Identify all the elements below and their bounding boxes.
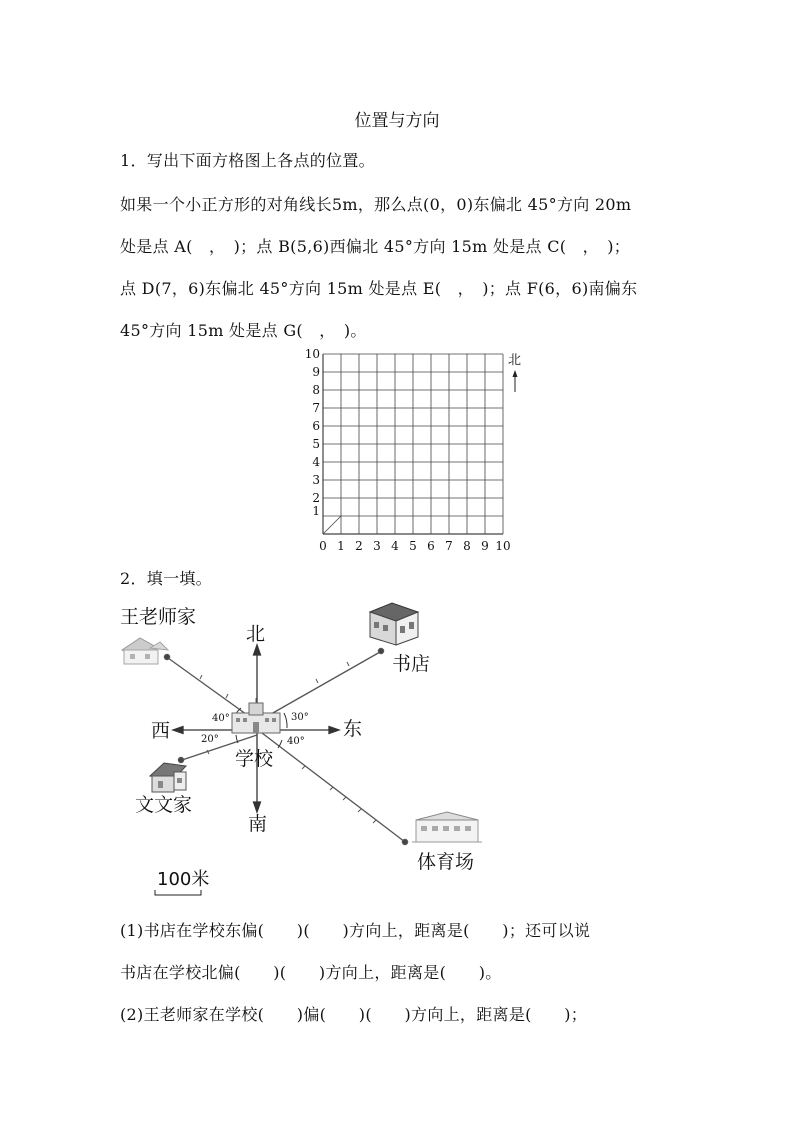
grid-x-tick-label: 8 [463, 539, 471, 553]
grid-y-tick-label: 3 [312, 473, 320, 487]
q2-line-1: (1)书店在学校东偏( )( )方向上，距离是( )；还可以说 [120, 921, 591, 940]
grid-y-tick-label: 9 [312, 365, 320, 379]
label-wenwen-home: 文文家 [135, 794, 193, 816]
q2-line-3: (2)王老师家在学校( )偏( )( )方向上，距离是( )； [120, 1005, 588, 1024]
east-arrow-icon [329, 727, 339, 734]
school-building-icon [232, 698, 280, 733]
grid-x-tick-label: 0 [319, 539, 327, 553]
wenwen-home-building-icon [150, 763, 186, 792]
label-school: 学校 [235, 748, 274, 770]
grid-y-tick-label: 1 [312, 504, 320, 518]
label-east: 东 [343, 718, 363, 740]
grid-x-tick-label: 4 [391, 539, 399, 553]
angle-wang: 40° [212, 713, 230, 724]
west-arrow-icon [173, 727, 183, 734]
label-west: 西 [151, 720, 171, 742]
label-south: 南 [248, 813, 268, 835]
grid-north-label: 北 [508, 353, 522, 368]
grid-y-tick-label: 5 [312, 437, 320, 451]
grid-y-tick-label: 2 [312, 491, 320, 505]
ray-bookstore [257, 652, 380, 722]
q1-line-1: 如果一个小正方形的对角线长5m，那么点(0，0)东偏北 45°方向 20m [120, 195, 632, 214]
label-north: 北 [246, 623, 266, 645]
grid-y-tick-label: 10 [304, 347, 320, 361]
label-bookstore: 书店 [392, 653, 431, 675]
angle-wenwen: 20° [201, 734, 219, 745]
q1-heading: 1．写出下面方格图上各点的位置。 [120, 151, 375, 170]
grid-y-tick-label: 8 [312, 383, 320, 397]
grid-y-tick-label: 4 [312, 455, 320, 469]
q2-line-2: 书店在学校北偏( )( )方向上，距离是( )。 [120, 963, 502, 982]
label-scale: 100米 [157, 869, 210, 890]
grid-x-tick-label: 1 [337, 539, 345, 553]
q1-line-2: 处是点 A( ， )；点 B(5,6)西偏北 45°方向 15m 处是点 C( ， )； [120, 237, 631, 256]
label-stadium: 体育场 [417, 851, 475, 873]
stadium-building-icon [412, 812, 482, 842]
grid-x-tick-label: 3 [373, 539, 381, 553]
q1-line-3: 点 D(7，6)东偏北 45°方向 15m 处是点 E( ， )；点 F(6，6)南偏东 [120, 279, 638, 298]
wang-home-building-icon [122, 638, 168, 664]
bookstore-building-icon [370, 603, 418, 645]
grid-y-tick-label: 7 [312, 401, 320, 415]
grid-x-tick-label: 6 [427, 539, 435, 553]
angle-stadium: 40° [287, 736, 305, 747]
grid-x-tick-label: 5 [409, 539, 417, 553]
scale-bar [155, 890, 201, 895]
angle-bookstore: 30° [291, 712, 309, 723]
label-wang-home: 王老师家 [120, 606, 197, 628]
grid-x-tick-label: 2 [355, 539, 363, 553]
grid-y-tick-label: 6 [312, 419, 320, 433]
q2-heading: 2．填一填。 [120, 569, 212, 588]
page-title: 位置与方向 [354, 111, 440, 131]
north-arrow-icon [254, 645, 261, 655]
grid-x-tick-label: 10 [495, 539, 511, 553]
south-arrow-icon [254, 802, 261, 812]
ray-stadium [262, 733, 405, 842]
grid-x-tick-label: 9 [481, 539, 489, 553]
q1-line-4: 45°方向 15m 处是点 G( ， )。 [120, 321, 367, 340]
grid-x-tick-label: 7 [445, 539, 453, 553]
